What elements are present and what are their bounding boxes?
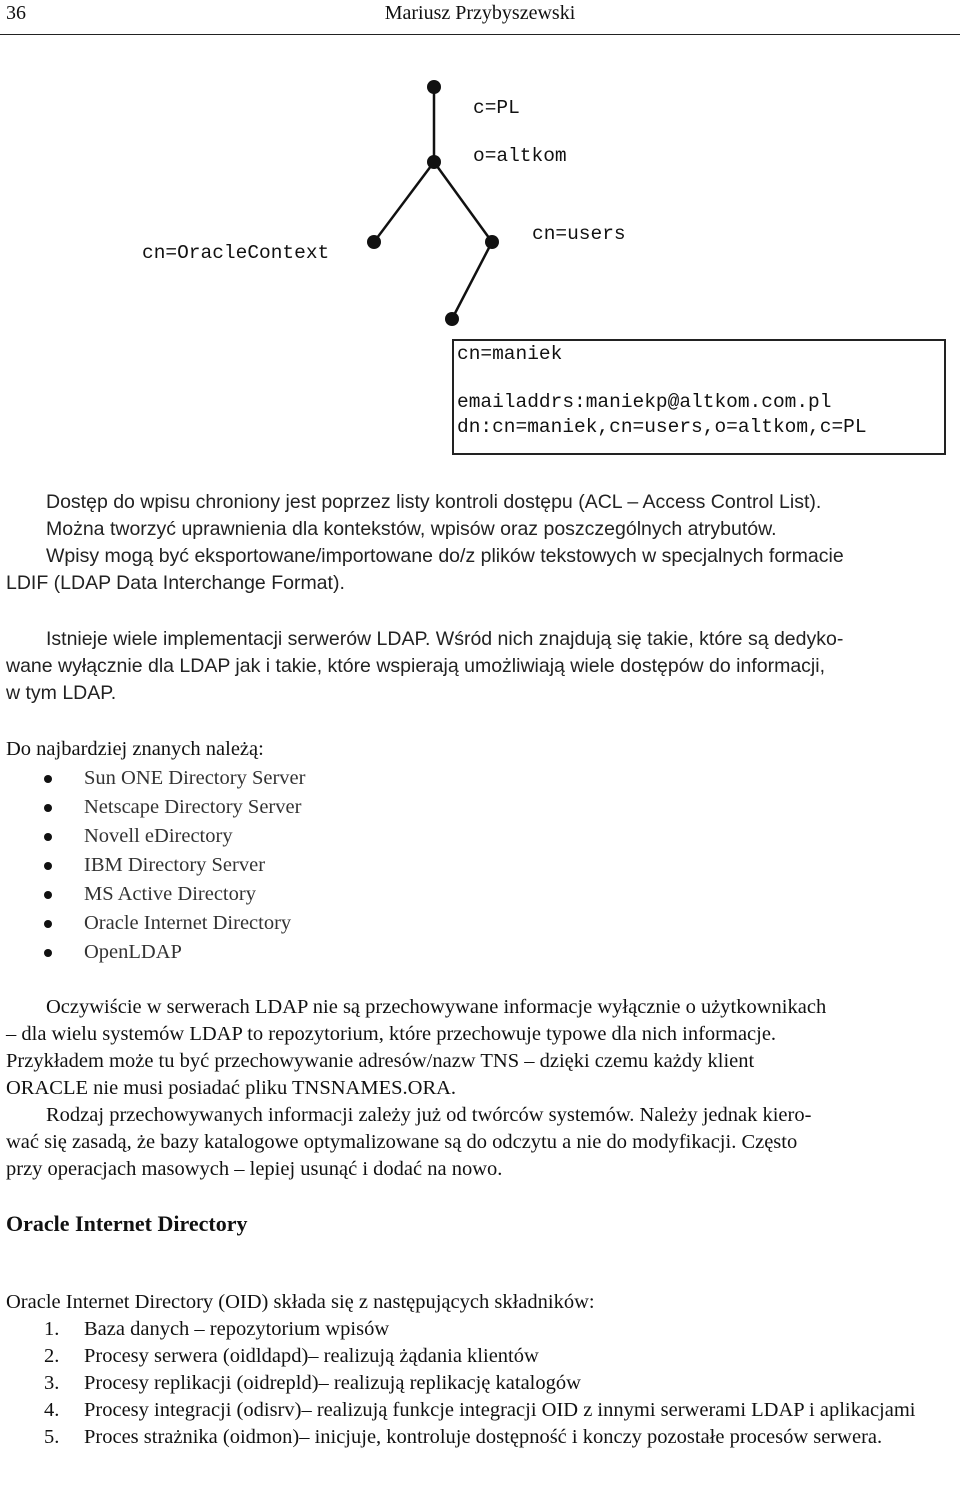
server-item: Novell eDirectory — [44, 822, 305, 851]
acl-line-4: LDIF (LDAP Data Interchange Format). — [6, 572, 345, 594]
usage-line-1: Oczywiście w serwerach LDAP nie są przechowywane informacje wyłącznie o użytkownikach — [46, 996, 827, 1018]
node-oraclecontext — [367, 235, 381, 249]
bullet-icon — [44, 891, 52, 899]
list-item: 1. Baza danych – repozytorium wpisów — [44, 1318, 390, 1340]
list-item: 5. Proces strażnika (oidmon)– inicjuje, kontroluje dostępność i konczy pozostałe procesów serwera. — [44, 1426, 883, 1448]
oid-intro: Oracle Internet Directory (OID) składa się z następujących składników: — [6, 1291, 595, 1313]
node-maniek — [445, 312, 459, 326]
servers-list — [44, 764, 305, 967]
server-item: Netscape Directory Server — [44, 793, 305, 822]
server-item: IBM Directory Server — [44, 851, 305, 880]
paragraph-usage — [6, 994, 956, 1183]
edge-org-users — [434, 162, 492, 242]
entry-email: emailaddrs:maniekp@altkom.com.pl — [457, 391, 832, 413]
servers-intro: Do najbardziej znanych należą: — [6, 738, 264, 760]
usage-line-5: Rodzaj przechowywanych informacji zależy już od twórców systemów. Należy jednak kiero- — [46, 1104, 812, 1126]
impl-line-3: w tym LDAP. — [6, 682, 117, 704]
server-item: Sun ONE Directory Server — [44, 764, 305, 793]
running-title: Mariusz Przybyszewski — [384, 2, 576, 24]
usage-line-2: – dla wielu systemów LDAP to repozytorium, które przechowuje typowe dla nich informacje. — [6, 1023, 777, 1045]
edge-org-oraclecontext — [374, 162, 434, 242]
entry-dn: dn:cn=maniek,cn=users,o=altkom,c=PL — [457, 416, 867, 438]
usage-line-4: ORACLE nie musi posiadać pliku TNSNAMES.ORA. — [6, 1077, 457, 1099]
paragraph-acl — [6, 489, 956, 597]
server-item: Oracle Internet Directory — [44, 909, 305, 938]
page-header — [0, 0, 960, 35]
node-country — [427, 80, 441, 94]
impl-line-2: wane wyłącznie dla LDAP jak i takie, które wspierają umożliwiają wiele dostępów do informacji, — [6, 655, 826, 677]
server-item: OpenLDAP — [44, 938, 305, 967]
label-country: c=PL — [473, 97, 520, 119]
entry-box — [452, 339, 946, 455]
usage-line-3: Przykładem może tu być przechowywanie adresów/nazw TNS – dzięki czemu każdy klient — [6, 1050, 755, 1072]
bullet-icon — [44, 775, 52, 783]
bullet-icon — [44, 862, 52, 870]
bullet-icon — [44, 804, 52, 812]
label-oracle-context: cn=OracleContext — [142, 242, 330, 264]
label-organization: o=altkom — [473, 145, 567, 167]
list-item: 2. Procesy serwera (oidldapd)– realizują żądania klientów — [44, 1345, 539, 1367]
entry-cn: cn=maniek — [457, 343, 563, 365]
acl-line-3: Wpisy mogą być eksportowane/importowane do/z plików tekstowych w specjalnych formacie — [46, 545, 844, 567]
acl-line-2: Można tworzyć uprawnienia dla kontekstów, wpisów oraz poszczególnych atrybutów. — [46, 518, 777, 540]
server-item: MS Active Directory — [44, 880, 305, 909]
bullet-icon — [44, 920, 52, 928]
impl-line-1: Istnieje wiele implementacji serwerów LDAP. Wśród nich znajdują się takie, które są dedyko- — [46, 628, 844, 650]
list-item: 3. Procesy replikacji (oidrepld)– realizują replikację katalogów — [44, 1372, 581, 1394]
page-number: 36 — [6, 2, 26, 24]
bullet-icon — [44, 949, 52, 957]
node-organization — [427, 155, 441, 169]
usage-line-7: przy operacjach masowych – lepiej usunąć i dodać na nowo. — [6, 1158, 503, 1180]
label-users: cn=users — [532, 223, 626, 245]
usage-line-6: wać się zasadą, że bazy katalogowe optymalizowane są do odczytu a nie do modyfikacji. Często — [6, 1131, 798, 1153]
list-item: 4. Procesy integracji (odisrv)– realizują funkcje integracji OID z innymi serwerami LDAP i aplikacjami — [44, 1399, 916, 1421]
paragraph-implementations — [6, 626, 956, 707]
section-title: Oracle Internet Directory — [6, 1211, 248, 1236]
bullet-icon — [44, 833, 52, 841]
edge-users-maniek — [452, 242, 492, 319]
acl-line-1: Dostęp do wpisu chroniony jest poprzez listy kontroli dostępu (ACL – Access Control List). — [46, 491, 822, 513]
node-users — [485, 235, 499, 249]
oid-components-list — [44, 1316, 956, 1451]
